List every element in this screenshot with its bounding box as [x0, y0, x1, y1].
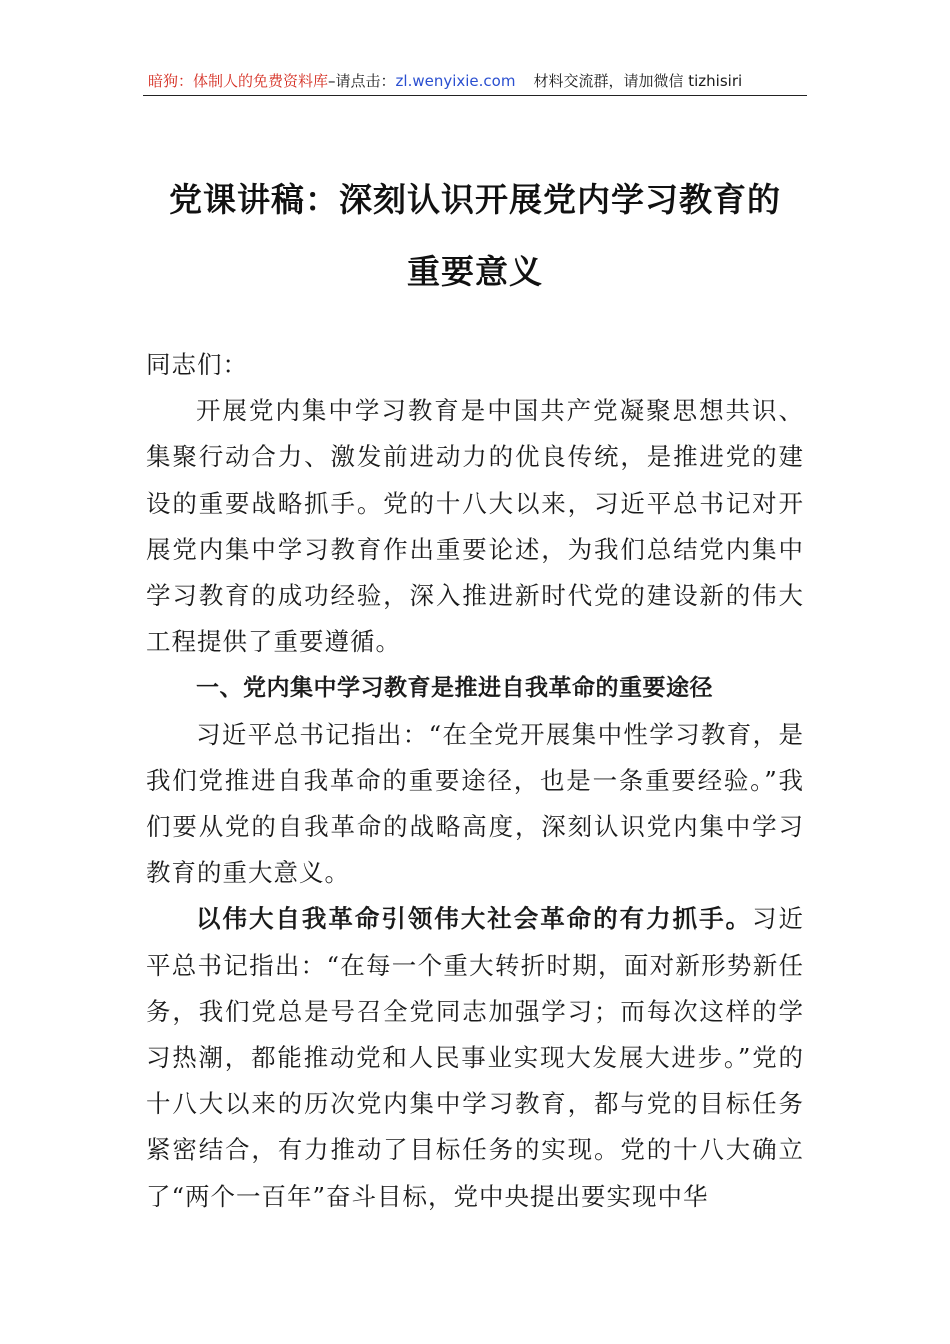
greeting: 同志们： [146, 350, 248, 379]
header-group-note: 材料交流群，请加微信 tizhisiri [533, 72, 743, 90]
header-url-link[interactable]: zl.wenyixie.com [395, 72, 516, 90]
section1-subsection-text: 习近平总书记指出：“在每一个重大转折时期，面对新形势新任务，我们党总是号召全党同志加强学习；而每次这样的学习热潮，都能推动党和人民事业实现大发展大进步。”党的十八大以来的历次党内集中学习教育，都与党的目标任务紧密结合，有力推动了目标任务的实现。党的十八大确立了“两个一百年”奋斗目标，党中央提出要实现中华 [146, 904, 805, 1211]
header-banner [148, 70, 806, 92]
section1-subsection-paragraph [146, 896, 804, 1219]
header-divider [143, 95, 807, 96]
section1-paragraph: 习近平总书记指出：“在全党开展集中性学习教育，是我们党推进自我革命的重要途径，也是一条重要经验。”我们要从党的自我革命的战略高度，深刻认识党内集中学习教育的重大意义。 [146, 719, 804, 888]
intro-paragraph: 开展党内集中学习教育是中国共产党凝聚思想共识、集聚行动合力、激发前进动力的优良传统，是推进党的建设的重要战略抓手。党的十八大以来，习近平总书记对开展党内集中学习教育作出重要论述，为我们总结党内集中学习教育的成功经验，深入推进新时代党的建设新的伟大工程提供了重要遵循。 [146, 396, 804, 657]
header-brand: 暗狗：体制人的免费资料库 [148, 72, 329, 90]
page-title-line1: 党课讲稿：深刻认识开展党内学习教育的 [169, 180, 781, 219]
page-title-line2: 重要意义 [407, 252, 543, 291]
section1-heading: 一、党内集中学习教育是推进自我革命的重要途径 [196, 675, 713, 702]
document-body [146, 342, 804, 1220]
section1-subsection-lead: 以伟大自我革命引领伟大社会革命的有力抓手。 [196, 904, 753, 934]
header-click-prompt: –请点击： [328, 72, 396, 90]
